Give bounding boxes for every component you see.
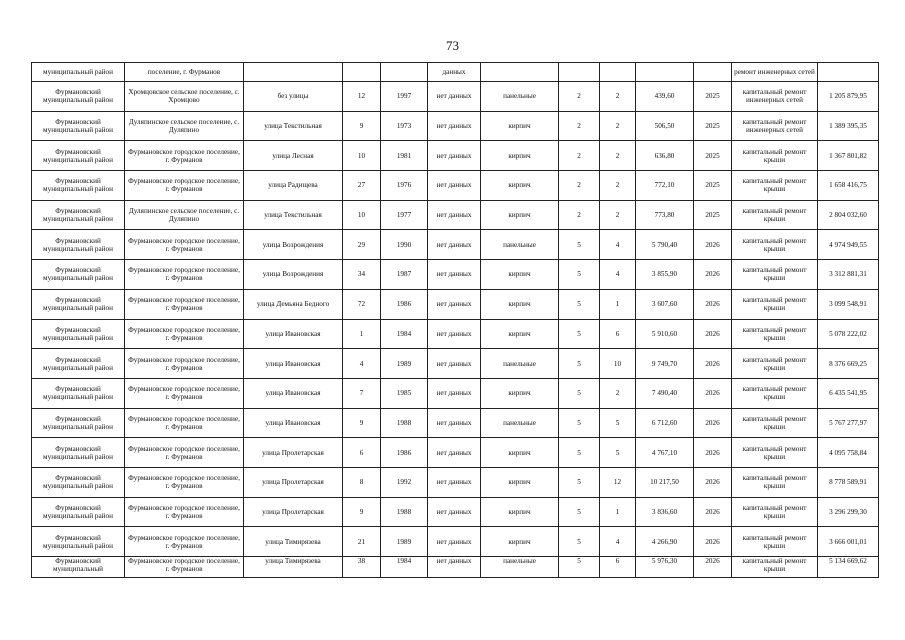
cell-planned-year: 2026 [694,527,732,557]
cell-year-built: 1997 [381,82,428,112]
cell-settlement: Фурмановское городское поселение, г. Фурманов [125,319,244,349]
cell-street: улица Возрождения [244,230,343,260]
cell-planned-year: 2026 [694,319,732,349]
cell-wall-material: панельные [481,82,559,112]
cell-district: Фурмановский муниципальный район [32,111,125,141]
cell-district: Фурмановский муниципальный район [32,319,125,349]
cell-year-of-last-repair: нет данных [428,497,481,527]
cell-repair-type: капитальный ремонт инженерных сетей [732,111,818,141]
cell-house-number: 72 [343,289,381,319]
cell-repair-type: капитальный ремонт крыши [732,378,818,408]
cell-settlement: поселение, г. Фурманов [125,63,244,82]
cell-year-built: 1989 [381,527,428,557]
cell-wall-material: кирпич [481,200,559,230]
cell-district: Фурмановский муниципальный район [32,378,125,408]
cell-year-built: 1976 [381,171,428,201]
cell-street: улица Пролетарская [244,438,343,468]
cell-wall-material: кирпич [481,171,559,201]
cell-year-built: 1973 [381,111,428,141]
cell-year-built: 1985 [381,378,428,408]
cell-year-of-last-repair: нет данных [428,200,481,230]
cell-wall-material: кирпич [481,319,559,349]
cell-cost: 5 078 222,02 [818,319,879,349]
cell-district: Фурмановский муниципальный район [32,467,125,497]
cell-area: 636,80 [636,141,694,171]
cell-year-built: 1984 [381,319,428,349]
cell-house-number: 9 [343,497,381,527]
cell-floors: 5 [559,289,600,319]
cell-entrances [600,63,636,82]
cell-street: улица Ивановская [244,349,343,379]
table-row [32,378,879,408]
cell-planned-year: 2026 [694,497,732,527]
cell-district: Фурмановский муниципальный район [32,527,125,557]
cell-floors: 2 [559,200,600,230]
table-row [32,289,879,319]
cell-planned-year: 2026 [694,378,732,408]
cell-house-number [343,63,381,82]
cell-planned-year: 2026 [694,260,732,290]
cell-floors: 5 [559,408,600,438]
cell-year-built: 1977 [381,200,428,230]
cell-settlement: Фурмановское городское поселение, г. Фурманов [125,408,244,438]
cell-cost: 1 367 801,82 [818,141,879,171]
cell-wall-material: кирпич [481,497,559,527]
cell-entrances: 1 [600,497,636,527]
cell-year-of-last-repair: нет данных [428,527,481,557]
cell-floors: 5 [559,497,600,527]
cell-street: улица Ивановская [244,408,343,438]
cell-wall-material: кирпич [481,141,559,171]
table-row [32,260,879,290]
cell-planned-year [694,63,732,82]
table-row [32,438,879,468]
cell-cost: 1 658 416,75 [818,171,879,201]
cell-wall-material: кирпич [481,111,559,141]
cell-entrances: 2 [600,141,636,171]
cell-street: улица Пролетарская [244,467,343,497]
cell-repair-type: капитальный ремонт крыши [732,171,818,201]
cell-entrances: 4 [600,260,636,290]
cell-house-number: 34 [343,260,381,290]
cell-house-number: 10 [343,200,381,230]
cell-house-number: 9 [343,111,381,141]
cell-area: 506,50 [636,111,694,141]
cell-house-number: 27 [343,171,381,201]
cell-street: улица Ивановская [244,378,343,408]
cell-planned-year: 2026 [694,289,732,319]
cell-house-number: 4 [343,349,381,379]
cell-house-number: 8 [343,467,381,497]
cell-repair-type: капитальный ремонт крыши [732,408,818,438]
cell-repair-type: капитальный ремонт крыши [732,349,818,379]
cell-settlement: Фурмановское городское поселение, г. Фурманов [125,467,244,497]
cell-wall-material: панельные [481,230,559,260]
cell-year-of-last-repair: нет данных [428,378,481,408]
cell-year-of-last-repair: нет данных [428,438,481,468]
cell-settlement: Дуляпинское сельское поселение, с. Дуляпино [125,111,244,141]
cell-repair-type: капитальный ремонт крыши [732,497,818,527]
cell-repair-type: капитальный ремонт крыши [732,289,818,319]
cell-entrances: 6 [600,319,636,349]
cell-year-built: 1981 [381,141,428,171]
table-row [32,230,879,260]
table-row [32,111,879,141]
cell-area: 3 855,90 [636,260,694,290]
cell-year-built: 1988 [381,497,428,527]
cell-repair-type: капитальный ремонт крыши [732,260,818,290]
table-row [32,319,879,349]
cell-wall-material: кирпич [481,438,559,468]
cell-entrances: 5 [600,438,636,468]
cell-house-number: 29 [343,230,381,260]
cell-street: без улицы [244,82,343,112]
cell-district: Фурмановский муниципальный район [32,289,125,319]
cell-cost: 2 804 032,60 [818,200,879,230]
table-row [32,63,879,82]
cell-settlement: Хромцовское сельское поселение, с. Хромцово [125,82,244,112]
cell-cost: 4 974 949,55 [818,230,879,260]
cell-cost: 4 095 758,84 [818,438,879,468]
cell-year-of-last-repair: нет данных [428,319,481,349]
cell-district: Фурмановский муниципальный район [32,230,125,260]
cell-entrances: 2 [600,82,636,112]
cell-street: улица Возрождения [244,260,343,290]
cell-repair-type: капитальный ремонт крыши [732,200,818,230]
cell-wall-material: кирпич [481,260,559,290]
cell-cost: 3 312 881,31 [818,260,879,290]
cell-year-of-last-repair: нет данных [428,171,481,201]
cell-wall-material: панельные [481,557,559,578]
cell-street: улица Текстильная [244,200,343,230]
cell-year-built [381,63,428,82]
cell-year-built: 1986 [381,289,428,319]
housing-repair-table [31,62,879,578]
cell-planned-year: 2025 [694,141,732,171]
cell-district: Фурмановский муниципальный район [32,260,125,290]
cell-entrances: 4 [600,230,636,260]
cell-repair-type: капитальный ремонт крыши [732,319,818,349]
cell-repair-type: ремонт инженерных сетей [732,63,818,82]
cell-wall-material: панельные [481,349,559,379]
cell-floors: 5 [559,527,600,557]
cell-cost: 5 134 669,62 [818,557,879,578]
cell-floors: 2 [559,141,600,171]
cell-floors: 5 [559,260,600,290]
cell-street: улица Текстильная [244,111,343,141]
cell-entrances: 2 [600,378,636,408]
cell-area: 5 976,30 [636,557,694,578]
cell-repair-type: капитальный ремонт инженерных сетей [732,82,818,112]
cell-settlement: Фурмановское городское поселение, г. Фурманов [125,527,244,557]
cell-area: 4 767,10 [636,438,694,468]
cell-district: Фурмановский муниципальный район [32,82,125,112]
cell-district: Фурмановский муниципальный район [32,497,125,527]
cell-repair-type: капитальный ремонт крыши [732,467,818,497]
cell-wall-material: панельные [481,408,559,438]
cell-wall-material [481,63,559,82]
table-row [32,557,879,578]
table-row [32,467,879,497]
cell-planned-year: 2025 [694,200,732,230]
cell-planned-year: 2025 [694,111,732,141]
cell-floors: 5 [559,438,600,468]
cell-year-of-last-repair: данных [428,63,481,82]
cell-planned-year: 2025 [694,82,732,112]
cell-year-of-last-repair: нет данных [428,467,481,497]
cell-floors: 5 [559,319,600,349]
cell-street: улица Тимирязева [244,557,343,578]
cell-planned-year: 2026 [694,349,732,379]
cell-entrances: 2 [600,171,636,201]
cell-wall-material: кирпич [481,467,559,497]
cell-planned-year: 2026 [694,438,732,468]
cell-entrances: 12 [600,467,636,497]
table-row [32,527,879,557]
cell-year-built: 1988 [381,408,428,438]
cell-year-built: 1992 [381,467,428,497]
cell-repair-type: капитальный ремонт крыши [732,141,818,171]
cell-year-built: 1986 [381,438,428,468]
table-row [32,171,879,201]
table-row [32,141,879,171]
cell-year-built: 1990 [381,230,428,260]
cell-cost [818,63,879,82]
cell-district: Фурмановский муниципальный район [32,171,125,201]
cell-cost: 1 389 395,35 [818,111,879,141]
cell-year-of-last-repair: нет данных [428,557,481,578]
cell-settlement: Фурмановское городское поселение, г. Фурманов [125,171,244,201]
cell-floors: 5 [559,349,600,379]
cell-house-number: 1 [343,319,381,349]
cell-floors: 2 [559,171,600,201]
cell-settlement: Фурмановское городское поселение, г. Фурманов [125,260,244,290]
cell-area: 9 749,70 [636,349,694,379]
cell-settlement: Фурмановское городское поселение, г. Фурманов [125,497,244,527]
cell-area: 772,10 [636,171,694,201]
cell-cost: 5 767 277,97 [818,408,879,438]
cell-entrances: 6 [600,557,636,578]
cell-repair-type: капитальный ремонт крыши [732,557,818,578]
cell-entrances: 2 [600,200,636,230]
cell-house-number: 21 [343,527,381,557]
cell-settlement: Фурмановское городское поселение, г. Фурманов [125,289,244,319]
cell-year-built: 1987 [381,260,428,290]
cell-area [636,63,694,82]
cell-settlement: Дуляпинское сельское поселение, с. Дуляпино [125,200,244,230]
cell-year-of-last-repair: нет данных [428,111,481,141]
cell-area: 10 217,50 [636,467,694,497]
cell-floors [559,63,600,82]
cell-district: Фурмановский муниципальный район [32,141,125,171]
cell-area: 3 836,60 [636,497,694,527]
cell-cost: 8 376 669,25 [818,349,879,379]
cell-floors: 2 [559,82,600,112]
cell-floors: 5 [559,557,600,578]
cell-cost: 3 666 001,01 [818,527,879,557]
cell-district: Фурмановский муниципальный район [32,438,125,468]
cell-street: улица Ивановская [244,319,343,349]
cell-street: улица Лесная [244,141,343,171]
cell-entrances: 4 [600,527,636,557]
cell-repair-type: капитальный ремонт крыши [732,438,818,468]
cell-cost: 6 435 541,95 [818,378,879,408]
cell-year-of-last-repair: нет данных [428,289,481,319]
cell-district: Фурмановский муниципальный район [32,200,125,230]
cell-district: муниципальный район [32,63,125,82]
cell-cost: 3 296 299,30 [818,497,879,527]
cell-area: 439,60 [636,82,694,112]
cell-year-built: 1984 [381,557,428,578]
cell-floors: 5 [559,467,600,497]
cell-year-built: 1989 [381,349,428,379]
table-row [32,200,879,230]
cell-house-number: 12 [343,82,381,112]
cell-year-of-last-repair: нет данных [428,82,481,112]
cell-house-number: 10 [343,141,381,171]
cell-year-of-last-repair: нет данных [428,349,481,379]
cell-street: улица Пролетарская [244,497,343,527]
cell-house-number: 7 [343,378,381,408]
cell-floors: 5 [559,230,600,260]
cell-area: 5 910,60 [636,319,694,349]
cell-district: Фурмановский муниципальный район [32,349,125,379]
cell-settlement: Фурмановское городское поселение, г. Фурманов [125,557,244,578]
cell-settlement: Фурмановское городское поселение, г. Фурманов [125,349,244,379]
cell-planned-year: 2026 [694,557,732,578]
cell-entrances: 2 [600,111,636,141]
cell-settlement: Фурмановское городское поселение, г. Фурманов [125,141,244,171]
cell-planned-year: 2026 [694,230,732,260]
cell-area: 773,80 [636,200,694,230]
cell-cost: 3 099 548,91 [818,289,879,319]
page-number: 73 [446,38,459,53]
cell-repair-type: капитальный ремонт крыши [732,230,818,260]
cell-entrances: 10 [600,349,636,379]
cell-area: 4 266,90 [636,527,694,557]
cell-house-number: 9 [343,408,381,438]
cell-floors: 2 [559,111,600,141]
table-row [32,82,879,112]
cell-planned-year: 2026 [694,467,732,497]
cell-cost: 8 778 589,91 [818,467,879,497]
table-row [32,497,879,527]
cell-floors: 5 [559,378,600,408]
cell-planned-year: 2026 [694,408,732,438]
cell-street [244,63,343,82]
cell-wall-material: кирпич [481,289,559,319]
table-row [32,408,879,438]
cell-wall-material: кирпич [481,527,559,557]
cell-year-of-last-repair: нет данных [428,260,481,290]
cell-area: 3 607,60 [636,289,694,319]
cell-area: 6 712,60 [636,408,694,438]
cell-wall-material: кирпич [481,378,559,408]
cell-year-of-last-repair: нет данных [428,408,481,438]
cell-year-of-last-repair: нет данных [428,230,481,260]
cell-entrances: 5 [600,408,636,438]
cell-cost: 1 205 879,95 [818,82,879,112]
cell-settlement: Фурмановское городское поселение, г. Фурманов [125,378,244,408]
cell-planned-year: 2025 [694,171,732,201]
cell-district: Фурмановский муниципальный район [32,408,125,438]
cell-settlement: Фурмановское городское поселение, г. Фурманов [125,230,244,260]
cell-entrances: 1 [600,289,636,319]
cell-district: Фурмановский муниципальный [32,557,125,578]
cell-house-number: 38 [343,557,381,578]
cell-street: улица Демьяна Бедного [244,289,343,319]
cell-street: улица Тимирязева [244,527,343,557]
cell-house-number: 6 [343,438,381,468]
cell-year-of-last-repair: нет данных [428,141,481,171]
cell-area: 7 490,40 [636,378,694,408]
cell-area: 5 790,40 [636,230,694,260]
cell-settlement: Фурмановское городское поселение, г. Фурманов [125,438,244,468]
table-row [32,349,879,379]
cell-repair-type: капитальный ремонт крыши [732,527,818,557]
cell-street: улица Радищева [244,171,343,201]
